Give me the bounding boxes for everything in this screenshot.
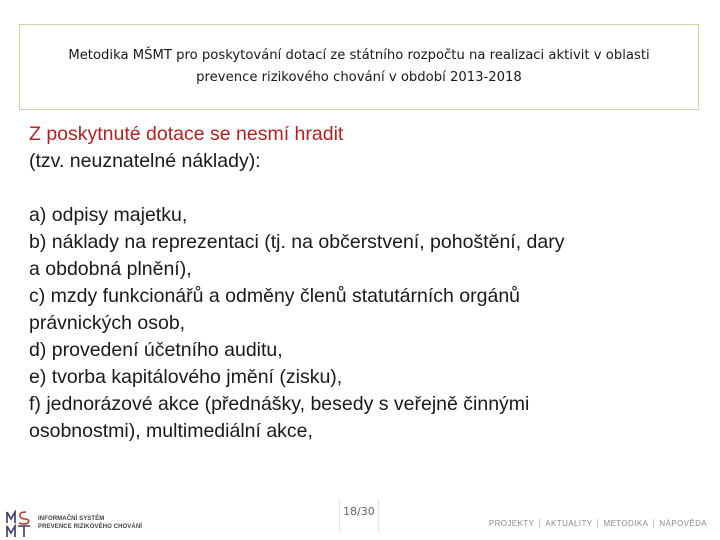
nav-napoveda[interactable]: NÁPOVĚDA — [653, 519, 712, 528]
spacer — [29, 175, 699, 202]
list-item: b) náklady na reprezentaci (tj. na občerstvení, pohoštění, dary — [29, 231, 565, 253]
header-line-1: Metodika MŠMT pro poskytování dotací ze státního rozpočtu na realizaci aktivit v oblasti — [68, 48, 650, 63]
footer-nav — [484, 519, 712, 528]
header-box — [19, 24, 699, 110]
nav-projekty[interactable]: PROJEKTY — [488, 519, 535, 528]
slide-subtitle: (tzv. neuznatelné náklady): — [29, 150, 261, 172]
msmt-logo-icon — [6, 510, 36, 538]
msmt-logo — [6, 510, 156, 538]
list-item: d) provedení účetního auditu, — [29, 339, 283, 361]
nav-aktuality[interactable]: AKTUALITY — [539, 519, 597, 528]
list-item: e) tvorba kapitálového jmění (zisku), — [29, 366, 343, 388]
header-title — [29, 45, 689, 89]
list-item: a obdobná plnění), — [29, 258, 192, 280]
slide-body — [29, 121, 699, 445]
logo-line-1: INFORMAČNÍ SYSTÉM — [38, 516, 105, 522]
list-item: a) odpisy majetku, — [29, 204, 188, 226]
list-item: právnických osob, — [29, 312, 186, 334]
slide-title: Z poskytnuté dotace se nesmí hradit — [29, 123, 344, 145]
list-item: f) jednorázové akce (přednášky, besedy s veřejně činnými — [29, 393, 530, 415]
logo-line-2: PREVENCE RIZIKOVÉHO CHOVÁNÍ — [38, 524, 143, 530]
page-number: 18/30 — [343, 505, 375, 518]
list-item: c) mzdy funkcionářů a odměny členů statutárních orgánů — [29, 285, 521, 307]
header-line-2: prevence rizikového chování v období 2013-2018 — [196, 70, 522, 85]
logo-text — [38, 515, 142, 531]
nav-metodika[interactable]: METODIKA — [597, 519, 653, 528]
list-item: osobnostmi), multimediální akce, — [29, 420, 313, 442]
